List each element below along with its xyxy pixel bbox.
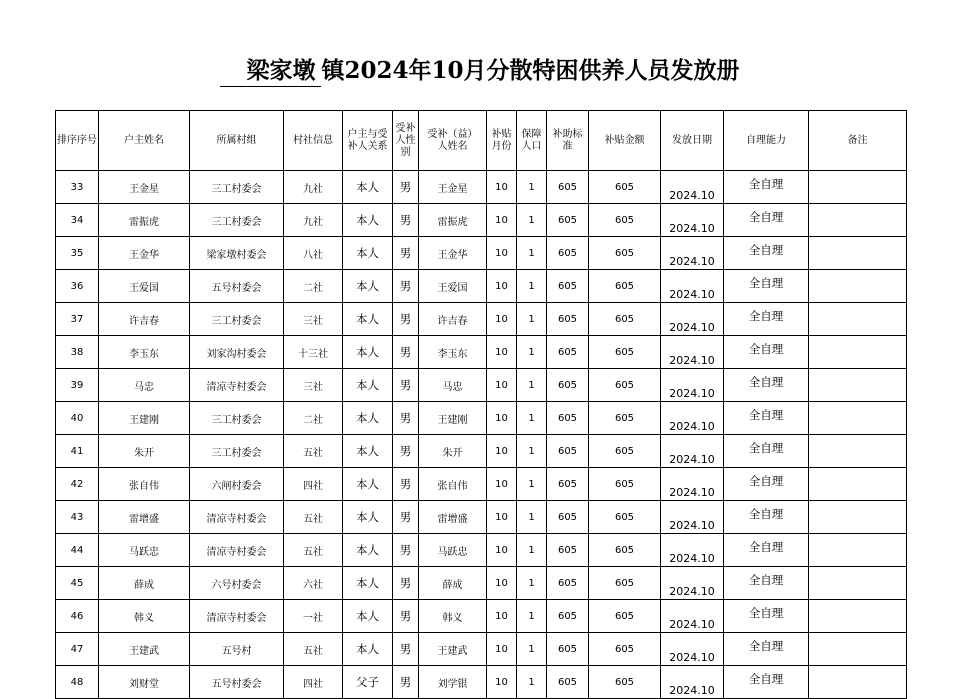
amount-cell: 605	[589, 534, 661, 567]
amount-cell: 605	[589, 204, 661, 237]
village-group-cell: 三工村委会	[190, 435, 284, 468]
standard-cell: 605	[547, 270, 589, 303]
recipient-name-cell: 韩义	[419, 600, 487, 633]
column-header: 受补人性别	[393, 111, 419, 171]
household-head-cell: 许吉春	[99, 303, 190, 336]
relation-cell: 本人	[343, 435, 393, 468]
self-care-cell: 全自理	[724, 633, 809, 666]
village-group-cell: 六闸村委会	[190, 468, 284, 501]
standard-cell: 605	[547, 666, 589, 699]
village-info-cell: 九社	[284, 204, 343, 237]
issue-date-cell: 2024.10	[661, 204, 724, 237]
month-cell: 10	[487, 666, 517, 699]
gender-cell: 男	[393, 303, 419, 336]
village-info-cell: 四社	[284, 468, 343, 501]
issue-date-cell: 2024.10	[661, 171, 724, 204]
seq-cell: 35	[56, 237, 99, 270]
village-group-cell: 三工村委会	[190, 171, 284, 204]
issue-date-cell: 2024.10	[661, 567, 724, 600]
standard-cell: 605	[547, 501, 589, 534]
village-group-cell: 刘家沟村委会	[190, 336, 284, 369]
recipient-name-cell: 王建武	[419, 633, 487, 666]
title-text: 镇2024年10月分散特困供养人员发放册	[321, 57, 740, 84]
issue-date-cell: 2024.10	[661, 534, 724, 567]
household-head-cell: 王建刚	[99, 402, 190, 435]
household-head-cell: 薛成	[99, 567, 190, 600]
recipient-name-cell: 薛成	[419, 567, 487, 600]
seq-cell: 46	[56, 600, 99, 633]
standard-cell: 605	[547, 402, 589, 435]
remark-cell	[809, 369, 907, 402]
recipient-name-cell: 王爱国	[419, 270, 487, 303]
issue-date-cell: 2024.10	[661, 666, 724, 699]
gender-cell: 男	[393, 204, 419, 237]
recipient-name-cell: 许吉春	[419, 303, 487, 336]
gender-cell: 男	[393, 171, 419, 204]
table-row	[56, 468, 907, 501]
relation-cell: 本人	[343, 402, 393, 435]
relation-cell: 本人	[343, 171, 393, 204]
village-group-cell: 三工村委会	[190, 303, 284, 336]
month-cell: 10	[487, 468, 517, 501]
village-group-cell: 三工村委会	[190, 204, 284, 237]
seq-cell: 40	[56, 402, 99, 435]
standard-cell: 605	[547, 237, 589, 270]
self-care-cell: 全自理	[724, 468, 809, 501]
table-row	[56, 666, 907, 699]
persons-cell: 1	[517, 600, 547, 633]
relation-cell: 本人	[343, 633, 393, 666]
column-header: 受补（益）人姓名	[419, 111, 487, 171]
amount-cell: 605	[589, 171, 661, 204]
amount-cell: 605	[589, 435, 661, 468]
household-head-cell: 雷增盛	[99, 501, 190, 534]
remark-cell	[809, 534, 907, 567]
relation-cell: 本人	[343, 336, 393, 369]
household-head-cell: 王金华	[99, 237, 190, 270]
relation-cell: 本人	[343, 270, 393, 303]
standard-cell: 605	[547, 204, 589, 237]
column-header: 自理能力	[724, 111, 809, 171]
column-header: 补贴月份	[487, 111, 517, 171]
persons-cell: 1	[517, 303, 547, 336]
amount-cell: 605	[589, 336, 661, 369]
village-info-cell: 二社	[284, 402, 343, 435]
self-care-cell: 全自理	[724, 336, 809, 369]
village-info-cell: 五社	[284, 633, 343, 666]
month-cell: 10	[487, 270, 517, 303]
column-header: 户主与受补人关系	[343, 111, 393, 171]
village-info-cell: 三社	[284, 303, 343, 336]
table-row	[56, 204, 907, 237]
household-head-cell: 朱开	[99, 435, 190, 468]
relation-cell: 本人	[343, 468, 393, 501]
village-info-cell: 一社	[284, 600, 343, 633]
month-cell: 10	[487, 402, 517, 435]
village-group-cell: 清凉寺村委会	[190, 534, 284, 567]
amount-cell: 605	[589, 501, 661, 534]
relation-cell: 父子	[343, 666, 393, 699]
persons-cell: 1	[517, 270, 547, 303]
table-row	[56, 270, 907, 303]
table-row	[56, 402, 907, 435]
amount-cell: 605	[589, 369, 661, 402]
column-header: 村社信息	[284, 111, 343, 171]
persons-cell: 1	[517, 666, 547, 699]
gender-cell: 男	[393, 237, 419, 270]
month-cell: 10	[487, 534, 517, 567]
village-group-cell: 清凉寺村委会	[190, 501, 284, 534]
seq-cell: 37	[56, 303, 99, 336]
self-care-cell: 全自理	[724, 237, 809, 270]
remark-cell	[809, 171, 907, 204]
persons-cell: 1	[517, 237, 547, 270]
remark-cell	[809, 666, 907, 699]
gender-cell: 男	[393, 402, 419, 435]
household-head-cell: 王金星	[99, 171, 190, 204]
issue-date-cell: 2024.10	[661, 600, 724, 633]
table-row	[56, 237, 907, 270]
village-info-cell: 十三社	[284, 336, 343, 369]
remark-cell	[809, 435, 907, 468]
amount-cell: 605	[589, 633, 661, 666]
seq-cell: 33	[56, 171, 99, 204]
recipient-name-cell: 王建刚	[419, 402, 487, 435]
standard-cell: 605	[547, 171, 589, 204]
self-care-cell: 全自理	[724, 402, 809, 435]
remark-cell	[809, 402, 907, 435]
village-group-cell: 清凉寺村委会	[190, 369, 284, 402]
standard-cell: 605	[547, 534, 589, 567]
amount-cell: 605	[589, 237, 661, 270]
remark-cell	[809, 303, 907, 336]
self-care-cell: 全自理	[724, 171, 809, 204]
issue-date-cell: 2024.10	[661, 303, 724, 336]
column-header: 补贴金额	[589, 111, 661, 171]
household-head-cell: 雷振虎	[99, 204, 190, 237]
village-info-cell: 六社	[284, 567, 343, 600]
month-cell: 10	[487, 336, 517, 369]
table-row	[56, 534, 907, 567]
gender-cell: 男	[393, 270, 419, 303]
remark-cell	[809, 270, 907, 303]
column-header: 备注	[809, 111, 907, 171]
seq-cell: 44	[56, 534, 99, 567]
month-cell: 10	[487, 435, 517, 468]
month-cell: 10	[487, 204, 517, 237]
gender-cell: 男	[393, 336, 419, 369]
persons-cell: 1	[517, 204, 547, 237]
persons-cell: 1	[517, 534, 547, 567]
village-info-cell: 四社	[284, 666, 343, 699]
relation-cell: 本人	[343, 567, 393, 600]
relation-cell: 本人	[343, 369, 393, 402]
village-group-cell: 清凉寺村委会	[190, 600, 284, 633]
recipient-name-cell: 朱开	[419, 435, 487, 468]
table-row	[56, 633, 907, 666]
relation-cell: 本人	[343, 237, 393, 270]
standard-cell: 605	[547, 468, 589, 501]
amount-cell: 605	[589, 666, 661, 699]
month-cell: 10	[487, 369, 517, 402]
issue-date-cell: 2024.10	[661, 501, 724, 534]
household-head-cell: 马跃忠	[99, 534, 190, 567]
month-cell: 10	[487, 600, 517, 633]
village-group-cell: 梁家墩村委会	[190, 237, 284, 270]
gender-cell: 男	[393, 567, 419, 600]
standard-cell: 605	[547, 600, 589, 633]
seq-cell: 45	[56, 567, 99, 600]
table-row	[56, 600, 907, 633]
recipient-name-cell: 雷振虎	[419, 204, 487, 237]
village-group-cell: 六号村委会	[190, 567, 284, 600]
household-head-cell: 王爱国	[99, 270, 190, 303]
table-row	[56, 171, 907, 204]
issue-date-cell: 2024.10	[661, 270, 724, 303]
self-care-cell: 全自理	[724, 204, 809, 237]
village-info-cell: 三社	[284, 369, 343, 402]
remark-cell	[809, 501, 907, 534]
persons-cell: 1	[517, 171, 547, 204]
persons-cell: 1	[517, 567, 547, 600]
relation-cell: 本人	[343, 534, 393, 567]
gender-cell: 男	[393, 534, 419, 567]
self-care-cell: 全自理	[724, 270, 809, 303]
persons-cell: 1	[517, 369, 547, 402]
household-head-cell: 韩义	[99, 600, 190, 633]
table-row	[56, 567, 907, 600]
village-info-cell: 五社	[284, 534, 343, 567]
recipient-name-cell: 张自伟	[419, 468, 487, 501]
issue-date-cell: 2024.10	[661, 237, 724, 270]
recipient-name-cell: 马跃忠	[419, 534, 487, 567]
recipient-name-cell: 王金星	[419, 171, 487, 204]
remark-cell	[809, 633, 907, 666]
seq-cell: 39	[56, 369, 99, 402]
village-info-cell: 五社	[284, 501, 343, 534]
amount-cell: 605	[589, 270, 661, 303]
remark-cell	[809, 468, 907, 501]
gender-cell: 男	[393, 468, 419, 501]
relation-cell: 本人	[343, 501, 393, 534]
page-title	[0, 52, 960, 87]
month-cell: 10	[487, 237, 517, 270]
gender-cell: 男	[393, 600, 419, 633]
relation-cell: 本人	[343, 303, 393, 336]
self-care-cell: 全自理	[724, 534, 809, 567]
gender-cell: 男	[393, 435, 419, 468]
amount-cell: 605	[589, 402, 661, 435]
persons-cell: 1	[517, 336, 547, 369]
month-cell: 10	[487, 171, 517, 204]
standard-cell: 605	[547, 435, 589, 468]
table-row	[56, 501, 907, 534]
household-head-cell: 刘财堂	[99, 666, 190, 699]
month-cell: 10	[487, 303, 517, 336]
month-cell: 10	[487, 567, 517, 600]
issue-date-cell: 2024.10	[661, 336, 724, 369]
recipient-name-cell: 雷增盛	[419, 501, 487, 534]
self-care-cell: 全自理	[724, 600, 809, 633]
amount-cell: 605	[589, 567, 661, 600]
gender-cell: 男	[393, 369, 419, 402]
issue-date-cell: 2024.10	[661, 369, 724, 402]
issue-date-cell: 2024.10	[661, 402, 724, 435]
column-header: 保障人口	[517, 111, 547, 171]
village-info-cell: 八社	[284, 237, 343, 270]
remark-cell	[809, 237, 907, 270]
standard-cell: 605	[547, 336, 589, 369]
roster-table	[55, 110, 907, 699]
remark-cell	[809, 204, 907, 237]
issue-date-cell: 2024.10	[661, 468, 724, 501]
seq-cell: 48	[56, 666, 99, 699]
seq-cell: 42	[56, 468, 99, 501]
self-care-cell: 全自理	[724, 435, 809, 468]
table-row	[56, 369, 907, 402]
seq-cell: 41	[56, 435, 99, 468]
village-group-cell: 五号村委会	[190, 270, 284, 303]
household-head-cell: 马忠	[99, 369, 190, 402]
village-info-cell: 五社	[284, 435, 343, 468]
table-row	[56, 303, 907, 336]
village-group-cell: 三工村委会	[190, 402, 284, 435]
seq-cell: 34	[56, 204, 99, 237]
persons-cell: 1	[517, 468, 547, 501]
standard-cell: 605	[547, 303, 589, 336]
column-header: 补助标准	[547, 111, 589, 171]
amount-cell: 605	[589, 600, 661, 633]
village-group-cell: 五号村	[190, 633, 284, 666]
gender-cell: 男	[393, 666, 419, 699]
column-header: 所属村组	[190, 111, 284, 171]
table-row	[56, 435, 907, 468]
recipient-name-cell: 刘学银	[419, 666, 487, 699]
recipient-name-cell: 马忠	[419, 369, 487, 402]
gender-cell: 男	[393, 501, 419, 534]
self-care-cell: 全自理	[724, 567, 809, 600]
self-care-cell: 全自理	[724, 303, 809, 336]
household-head-cell: 李玉东	[99, 336, 190, 369]
household-head-cell: 张自伟	[99, 468, 190, 501]
persons-cell: 1	[517, 402, 547, 435]
persons-cell: 1	[517, 435, 547, 468]
title-town: 梁家墩	[220, 52, 321, 87]
self-care-cell: 全自理	[724, 501, 809, 534]
issue-date-cell: 2024.10	[661, 633, 724, 666]
recipient-name-cell: 李玉东	[419, 336, 487, 369]
header-row	[56, 111, 907, 171]
month-cell: 10	[487, 633, 517, 666]
seq-cell: 38	[56, 336, 99, 369]
recipient-name-cell: 王金华	[419, 237, 487, 270]
village-group-cell: 五号村委会	[190, 666, 284, 699]
persons-cell: 1	[517, 633, 547, 666]
self-care-cell: 全自理	[724, 666, 809, 699]
column-header: 发放日期	[661, 111, 724, 171]
remark-cell	[809, 567, 907, 600]
household-head-cell: 王建武	[99, 633, 190, 666]
table-row	[56, 336, 907, 369]
amount-cell: 605	[589, 468, 661, 501]
relation-cell: 本人	[343, 600, 393, 633]
self-care-cell: 全自理	[724, 369, 809, 402]
seq-cell: 47	[56, 633, 99, 666]
remark-cell	[809, 336, 907, 369]
column-header: 排序序号	[56, 111, 99, 171]
persons-cell: 1	[517, 501, 547, 534]
column-header: 户主姓名	[99, 111, 190, 171]
standard-cell: 605	[547, 369, 589, 402]
relation-cell: 本人	[343, 204, 393, 237]
month-cell: 10	[487, 501, 517, 534]
standard-cell: 605	[547, 567, 589, 600]
amount-cell: 605	[589, 303, 661, 336]
seq-cell: 43	[56, 501, 99, 534]
gender-cell: 男	[393, 633, 419, 666]
issue-date-cell: 2024.10	[661, 435, 724, 468]
seq-cell: 36	[56, 270, 99, 303]
standard-cell: 605	[547, 633, 589, 666]
remark-cell	[809, 600, 907, 633]
village-info-cell: 九社	[284, 171, 343, 204]
village-info-cell: 二社	[284, 270, 343, 303]
